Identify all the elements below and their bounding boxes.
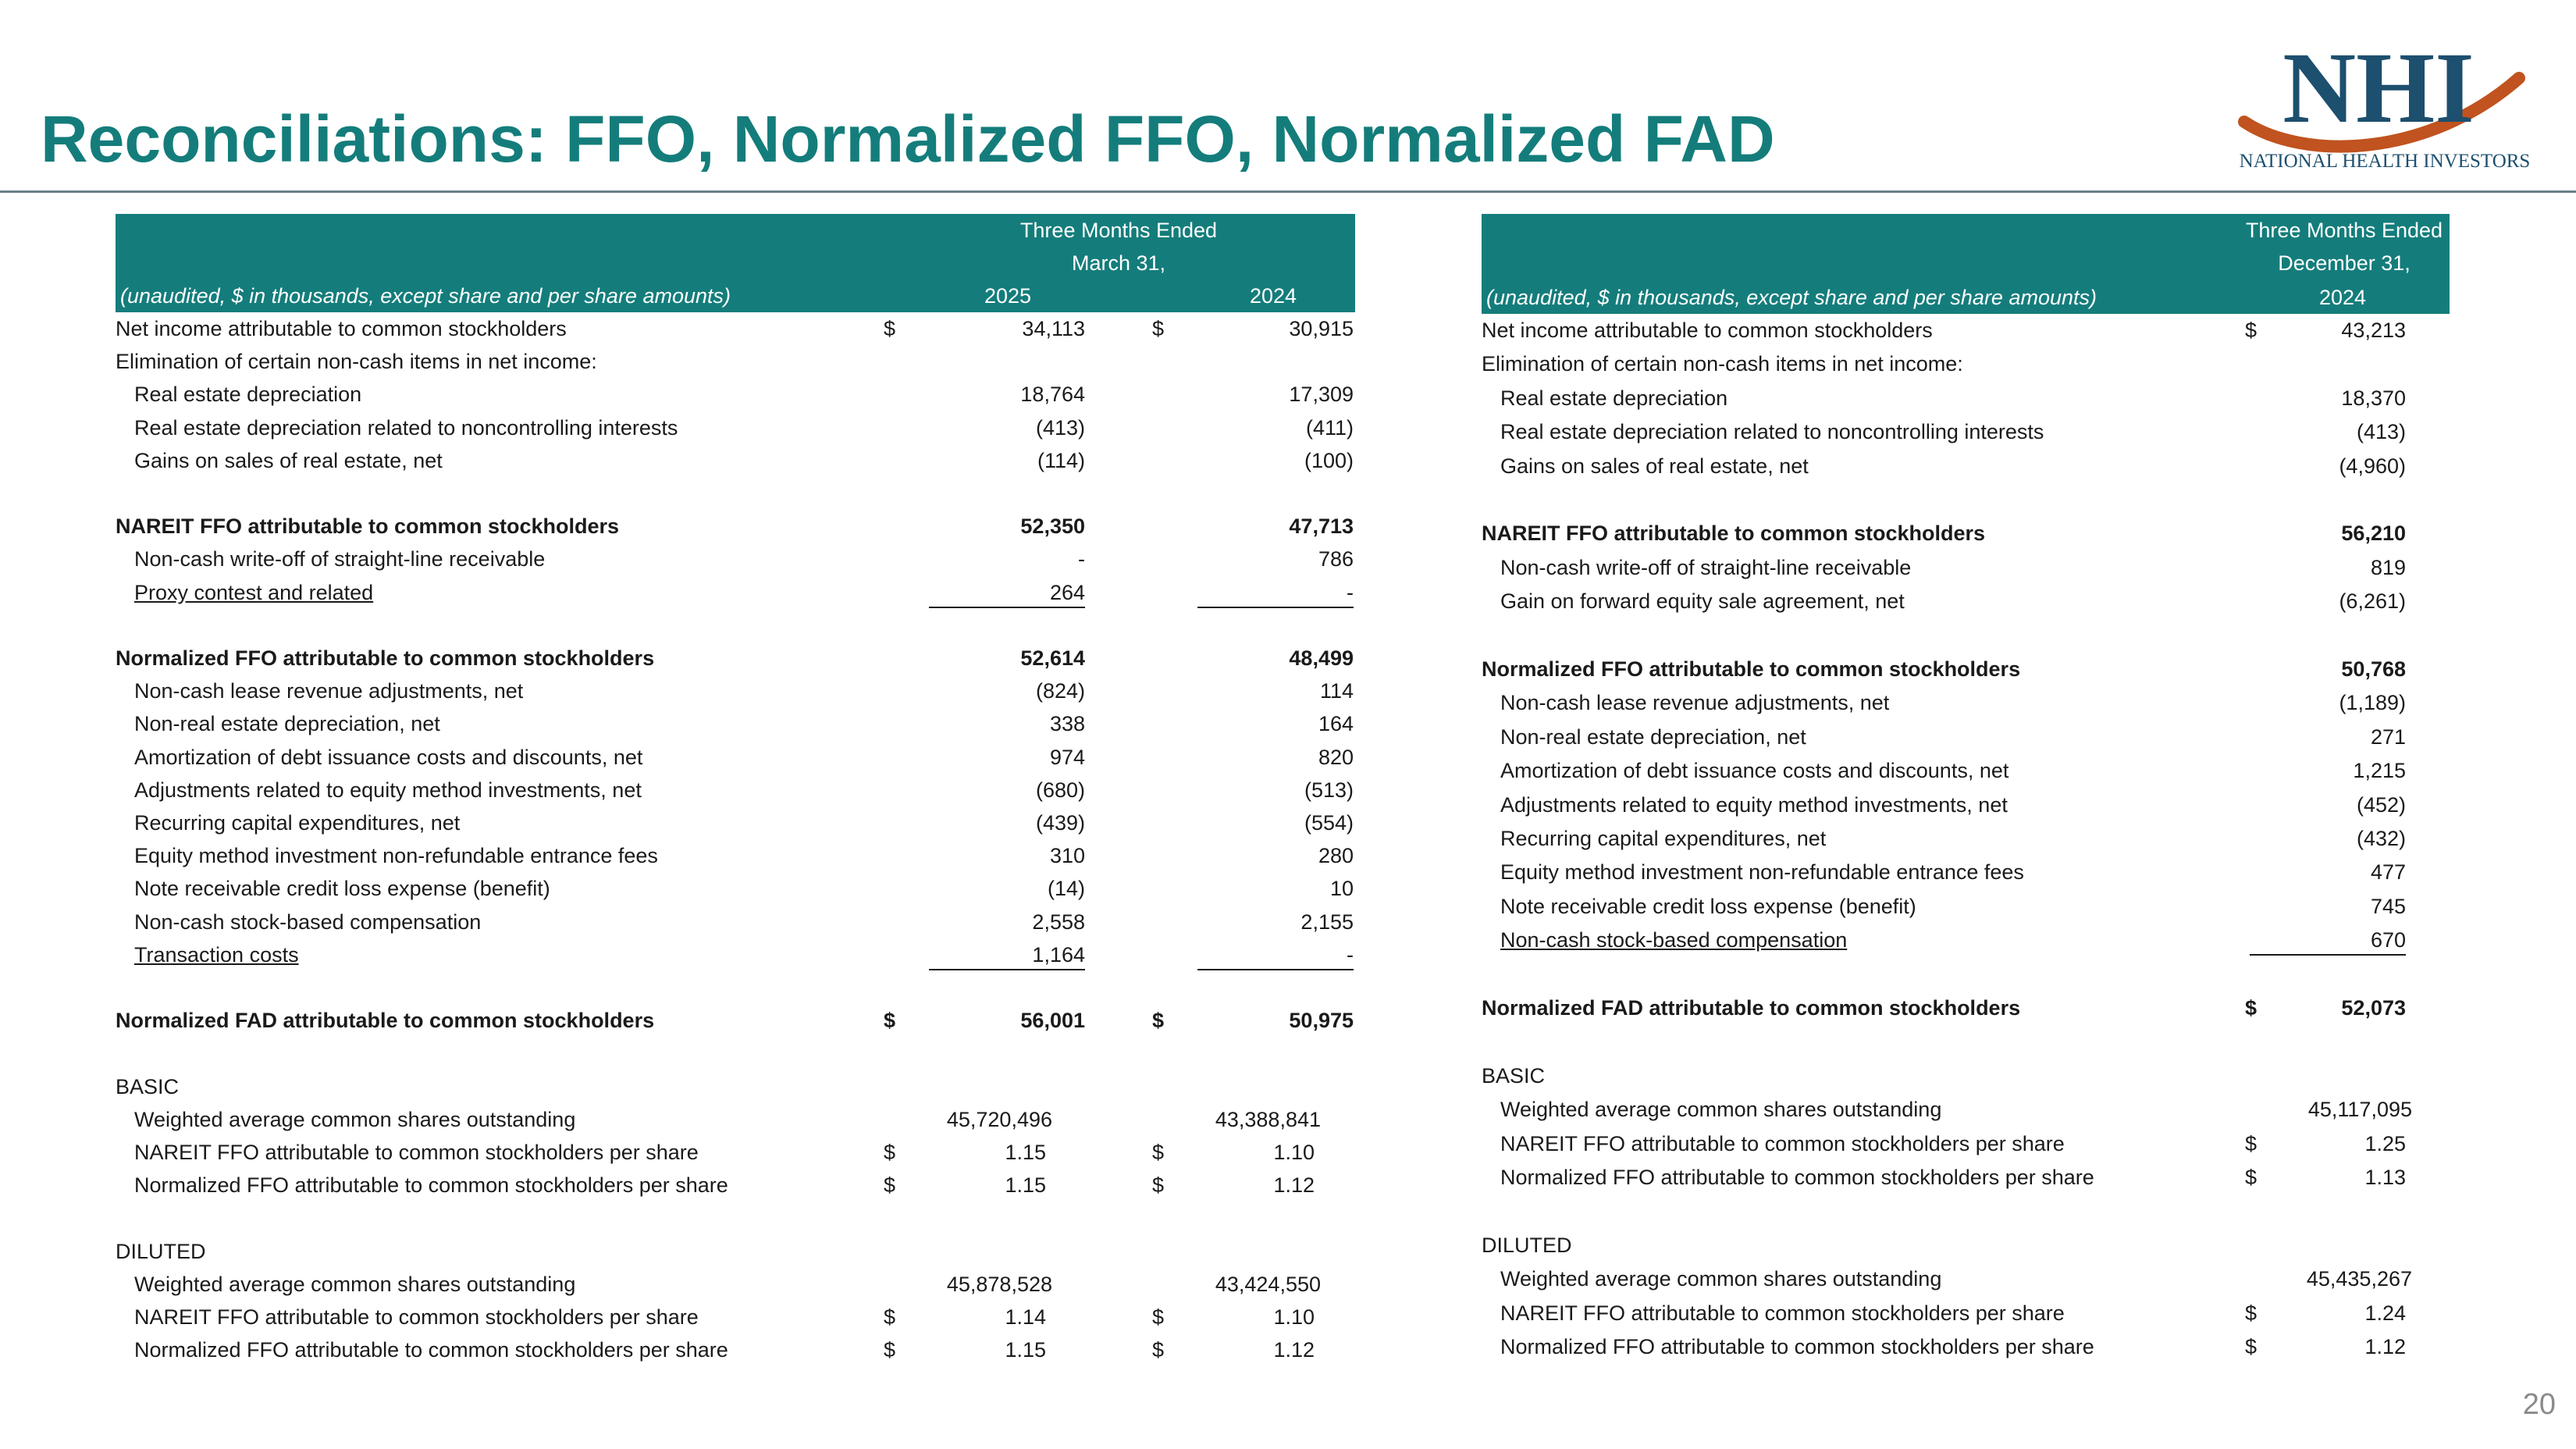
value-cell: 56,210 xyxy=(2341,522,2406,546)
row-label: Net income attributable to common stockholders xyxy=(1482,319,1933,342)
left-unaudited-note: (unaudited, $ in thousands, except share and per share amounts) xyxy=(120,284,731,308)
table-row-note-receivable-credit-loss-expense-benefit xyxy=(1482,890,2450,921)
value-cell: 1.12 xyxy=(1273,1338,1315,1362)
table-row-non-cash-stock-based-compensation xyxy=(1482,924,2450,955)
table-row-gains-on-sales-of-real-estate-net xyxy=(116,444,1355,475)
row-label: Gains on sales of real estate, net xyxy=(1500,454,1809,478)
value-cell: 477 xyxy=(2370,860,2406,885)
table-row-non-cash-lease-revenue-adjustments-net xyxy=(116,675,1355,706)
value-cell: - xyxy=(1197,581,1354,608)
table-row-normalized-ffo-attributable-to-common-stockholders-per-share xyxy=(116,1333,1355,1365)
row-label: Gain on forward equity sale agreement, net xyxy=(1500,589,1905,614)
value-cell: 338 xyxy=(1049,712,1085,736)
value-cell: 1,215 xyxy=(2353,759,2406,783)
row-label: Non-cash lease revenue adjustments, net xyxy=(134,679,524,703)
table-row-basic xyxy=(116,1070,1355,1102)
table-row-recurring-capital-expenditures-net xyxy=(116,806,1355,838)
left-col-2024: 2024 xyxy=(1249,284,1297,308)
value-cell: 17,309 xyxy=(1289,383,1354,407)
table-row-diluted xyxy=(1482,1229,2450,1260)
value-cell: 52,350 xyxy=(1020,514,1085,539)
table-row-amortization-of-debt-issuance-costs-and-discounts-net xyxy=(1482,754,2450,785)
table-row-non-real-estate-depreciation-net xyxy=(116,707,1355,739)
value-cell: (411) xyxy=(1305,415,1354,440)
table-row-elimination-of-certain-non-cash-items-in-net-income xyxy=(1482,347,2450,379)
row-label: Non-cash stock-based compensation xyxy=(1500,928,1848,952)
page-title: Reconciliations: FFO, Normalized FFO, Normalized FAD xyxy=(41,102,1775,176)
table-row-nareit-ffo-attributable-to-common-stockholders-per-share xyxy=(116,1301,1355,1332)
value-cell: (114) xyxy=(1037,448,1085,472)
value-cell: 52,614 xyxy=(1020,646,1085,670)
table-row-non-cash-write-off-of-straight-line-receivable xyxy=(116,543,1355,574)
table-row-adjustments-related-to-equity-method-investments-net xyxy=(116,774,1355,805)
value-cell: 1.12 xyxy=(1273,1173,1315,1198)
row-label: Normalized FFO attributable to common stockholders per share xyxy=(134,1338,728,1362)
table-row-net-income-attributable-to-common-stockholders xyxy=(116,312,1355,344)
table-row-adjustments-related-to-equity-method-investments-net xyxy=(1482,789,2450,820)
value-cell: (554) xyxy=(1304,811,1354,835)
table-row-nareit-ffo-attributable-to-common-stockholders xyxy=(1482,517,2450,548)
table-row-equity-method-investment-non-refundable-entrance-fees xyxy=(1482,856,2450,887)
table-row-weighted-average-common-shares-outstanding xyxy=(1482,1093,2450,1124)
value-cell: 56,001 xyxy=(1020,1009,1085,1033)
row-label: Equity method investment non-refundable entrance fees xyxy=(134,844,658,868)
right-col-2024: 2024 xyxy=(2318,286,2367,309)
row-label: Real estate depreciation related to noncontrolling interests xyxy=(1500,420,2044,444)
value-cell: 745 xyxy=(2370,894,2406,918)
value-cell: 1.12 xyxy=(2364,1335,2406,1358)
row-label: NAREIT FFO attributable to common stockholders per share xyxy=(1500,1301,2065,1325)
value-cell: 1.25 xyxy=(2364,1131,2406,1155)
value-cell: 670 xyxy=(2250,928,2406,956)
table-row-gain-on-forward-equity-sale-agreement-net xyxy=(1482,585,2450,616)
value-cell: (1,189) xyxy=(2339,691,2406,715)
table-row-normalized-fad-attributable-to-common-stockholders xyxy=(116,1004,1355,1035)
row-label: Non-cash stock-based compensation xyxy=(134,910,482,934)
table-row-nareit-ffo-attributable-to-common-stockholders xyxy=(116,510,1355,541)
row-label: Recurring capital expenditures, net xyxy=(134,811,461,835)
row-label: Note receivable credit loss expense (benefit) xyxy=(134,877,550,901)
value-cell: 1.24 xyxy=(2364,1301,2406,1325)
left-period-line1: Three Months Ended xyxy=(1019,219,1218,242)
spacer-row xyxy=(1482,1025,2450,1056)
table-row-diluted xyxy=(116,1235,1355,1266)
dollar-sign: $ xyxy=(884,317,896,340)
row-label: Normalized FFO attributable to common stockholders per share xyxy=(1500,1166,2094,1189)
value-cell: 264 xyxy=(929,581,1085,608)
value-cell: 43,424,550 xyxy=(1215,1272,1321,1296)
row-label: Non-cash write-off of straight-line receivable xyxy=(134,547,546,571)
table-row-normalized-ffo-attributable-to-common-stockholders xyxy=(1482,653,2450,684)
value-cell: 45,720,496 xyxy=(946,1107,1052,1131)
row-label: BASIC xyxy=(1482,1063,1546,1088)
row-label: Non-cash write-off of straight-line receivable xyxy=(1500,555,1912,579)
value-cell: 1.15 xyxy=(1005,1173,1046,1198)
table-row-transaction-costs xyxy=(116,938,1355,970)
dollar-sign: $ xyxy=(1152,317,1165,340)
row-label: Non-cash lease revenue adjustments, net xyxy=(1500,691,1890,715)
row-label: NAREIT FFO attributable to common stockholders xyxy=(116,514,620,539)
table-row-nareit-ffo-attributable-to-common-stockholders-per-share xyxy=(116,1136,1355,1167)
page-number: 20 xyxy=(2522,1388,2556,1421)
value-cell: (6,261) xyxy=(2339,589,2406,614)
value-cell: (452) xyxy=(2356,792,2406,817)
row-label: Normalized FAD attributable to common stockholders xyxy=(1482,996,2021,1020)
value-cell: 50,768 xyxy=(2341,657,2406,681)
value-cell: 18,764 xyxy=(1020,383,1085,407)
table-row-equity-method-investment-non-refundable-entrance-fees xyxy=(116,839,1355,870)
dollar-sign: $ xyxy=(2245,1131,2258,1155)
value-cell: 48,499 xyxy=(1289,646,1354,670)
row-label: Real estate depreciation xyxy=(134,383,362,407)
spacer-row xyxy=(116,1202,1355,1233)
value-cell: 820 xyxy=(1318,745,1354,769)
value-cell: (432) xyxy=(2356,827,2406,850)
table-row-weighted-average-common-shares-outstanding xyxy=(116,1103,1355,1134)
spacer-row xyxy=(116,477,1355,508)
right-unaudited-note: (unaudited, $ in thousands, except share and per share amounts) xyxy=(1486,286,2097,309)
row-label: Equity method investment non-refundable entrance fees xyxy=(1500,860,2024,885)
value-cell: (824) xyxy=(1035,679,1085,703)
table-row-elimination-of-certain-non-cash-items-in-net-income xyxy=(116,345,1355,376)
row-label: Amortization of debt issuance costs and discounts, net xyxy=(1500,759,2009,783)
table-row-note-receivable-credit-loss-expense-benefit xyxy=(116,872,1355,903)
value-cell: 45,878,528 xyxy=(946,1272,1052,1296)
dollar-sign: $ xyxy=(1152,1305,1165,1329)
table-row-gains-on-sales-of-real-estate-net xyxy=(1482,450,2450,481)
row-label: Normalized FFO attributable to common stockholders xyxy=(116,646,655,670)
row-label: Proxy contest and related xyxy=(134,580,374,604)
dollar-sign: $ xyxy=(1152,1009,1165,1033)
row-label: Note receivable credit loss expense (benefit) xyxy=(1500,894,1916,918)
row-label: Adjustments related to equity method investments, net xyxy=(134,778,642,802)
spacer-row xyxy=(116,609,1355,640)
value-cell: 52,073 xyxy=(2341,996,2406,1020)
table-row-non-cash-write-off-of-straight-line-receivable xyxy=(1482,551,2450,582)
row-label: Weighted average common shares outstanding xyxy=(134,1107,576,1131)
row-label: DILUTED xyxy=(1482,1233,1572,1257)
value-cell: 10 xyxy=(1329,877,1354,901)
row-label: Normalized FFO attributable to common stockholders per share xyxy=(134,1173,728,1198)
left-period-line2: March 31, xyxy=(1071,251,1166,275)
row-label: Transaction costs xyxy=(134,942,299,967)
dollar-sign: $ xyxy=(2245,1335,2258,1358)
table-row-normalized-ffo-attributable-to-common-stockholders-per-share xyxy=(1482,1161,2450,1192)
value-cell: (4,960) xyxy=(2339,454,2406,478)
value-cell: - xyxy=(1078,547,1085,571)
table-row-net-income-attributable-to-common-stockholders xyxy=(1482,314,2450,345)
spacer-row xyxy=(1482,1194,2450,1226)
table-row-amortization-of-debt-issuance-costs-and-discounts-net xyxy=(116,741,1355,772)
row-label: Weighted average common shares outstanding xyxy=(1500,1267,1942,1291)
value-cell: 43,213 xyxy=(2341,319,2406,342)
dollar-sign: $ xyxy=(2245,319,2258,342)
value-cell: 2,155 xyxy=(1300,910,1354,934)
value-cell: (439) xyxy=(1035,811,1085,835)
value-cell: 2,558 xyxy=(1032,910,1085,934)
value-cell: 50,975 xyxy=(1289,1009,1354,1033)
spacer-row xyxy=(1482,619,2450,650)
dollar-sign: $ xyxy=(1152,1338,1165,1362)
value-cell: 45,435,267 xyxy=(2306,1267,2412,1291)
value-cell: (413) xyxy=(2356,420,2406,444)
value-cell: 1.10 xyxy=(1273,1141,1315,1164)
row-label: Recurring capital expenditures, net xyxy=(1500,827,1827,850)
spacer-row xyxy=(116,1037,1355,1068)
table-row-normalized-fad-attributable-to-common-stockholders xyxy=(1482,992,2450,1023)
dollar-sign: $ xyxy=(884,1173,896,1198)
value-cell: 30,915 xyxy=(1289,317,1354,340)
value-cell: (413) xyxy=(1035,415,1085,440)
table-row-normalized-ffo-attributable-to-common-stockholders-per-share xyxy=(1482,1330,2450,1362)
value-cell: 280 xyxy=(1318,844,1354,868)
table-row-normalized-ffo-attributable-to-common-stockholders-per-share xyxy=(116,1169,1355,1200)
dollar-sign: $ xyxy=(884,1009,896,1033)
logo-caption: NATIONAL HEALTH INVESTORS xyxy=(2239,151,2531,172)
row-label: BASIC xyxy=(116,1074,180,1098)
value-cell: 1.15 xyxy=(1005,1338,1046,1362)
dollar-sign: $ xyxy=(2245,1166,2258,1189)
table-row-basic xyxy=(1482,1059,2450,1091)
value-cell: 310 xyxy=(1049,844,1085,868)
value-cell: 974 xyxy=(1049,745,1085,769)
table-row-non-cash-lease-revenue-adjustments-net xyxy=(1482,686,2450,717)
value-cell: 786 xyxy=(1318,547,1354,571)
spacer-row xyxy=(1482,958,2450,989)
value-cell: (513) xyxy=(1304,778,1354,802)
row-label: Adjustments related to equity method investments, net xyxy=(1500,792,2008,817)
value-cell: 164 xyxy=(1318,712,1354,736)
row-label: NAREIT FFO attributable to common stockholders per share xyxy=(1500,1131,2065,1155)
dollar-sign: $ xyxy=(884,1305,896,1329)
dollar-sign: $ xyxy=(884,1141,896,1164)
dollar-sign: $ xyxy=(2245,1301,2258,1325)
company-logo xyxy=(2229,30,2541,178)
left-col-2025: 2025 xyxy=(984,284,1032,308)
value-cell: 819 xyxy=(2370,555,2406,579)
row-label: Real estate depreciation related to noncontrolling interests xyxy=(134,415,678,440)
value-cell: 47,713 xyxy=(1289,514,1354,539)
table-row-real-estate-depreciation-related-to-noncontrolling-interests xyxy=(1482,415,2450,447)
row-label: NAREIT FFO attributable to common stockholders xyxy=(1482,522,1986,546)
value-cell: 1,164 xyxy=(929,943,1085,970)
table-row-non-real-estate-depreciation-net xyxy=(1482,721,2450,752)
row-label: Elimination of certain non-cash items in net income: xyxy=(116,350,597,374)
row-label: DILUTED xyxy=(116,1239,206,1263)
right-period-line1: Three Months Ended xyxy=(2245,219,2443,242)
value-cell: 271 xyxy=(2370,724,2406,749)
table-row-recurring-capital-expenditures-net xyxy=(1482,822,2450,853)
value-cell: - xyxy=(1197,943,1354,970)
value-cell: 114 xyxy=(1319,679,1354,703)
value-cell: 34,113 xyxy=(1022,317,1085,340)
row-label: Amortization of debt issuance costs and discounts, net xyxy=(134,745,643,769)
logo-letters: NHI xyxy=(2282,32,2475,144)
table-row-non-cash-stock-based-compensation xyxy=(116,906,1355,937)
value-cell: (14) xyxy=(1047,877,1085,901)
value-cell: 1.13 xyxy=(2364,1166,2406,1189)
table-row-nareit-ffo-attributable-to-common-stockholders-per-share xyxy=(1482,1127,2450,1159)
value-cell: 43,388,841 xyxy=(1215,1107,1321,1131)
value-cell: 1.10 xyxy=(1273,1305,1315,1329)
row-label: Normalized FFO attributable to common stockholders per share xyxy=(1500,1335,2094,1358)
value-cell: (680) xyxy=(1035,778,1085,802)
row-label: Non-real estate depreciation, net xyxy=(1500,724,1806,749)
nhi-logo-icon xyxy=(2229,30,2541,178)
value-cell: 1.14 xyxy=(1005,1305,1046,1329)
row-label: Net income attributable to common stockholders xyxy=(116,317,567,340)
table-row-real-estate-depreciation xyxy=(116,378,1355,409)
row-label: Elimination of certain non-cash items in net income: xyxy=(1482,352,1963,376)
table-row-weighted-average-common-shares-outstanding xyxy=(1482,1262,2450,1294)
value-cell: 1.15 xyxy=(1005,1141,1046,1164)
table-row-normalized-ffo-attributable-to-common-stockholders xyxy=(116,642,1355,673)
value-cell: (100) xyxy=(1304,448,1354,472)
spacer-row xyxy=(116,971,1355,1002)
row-label: NAREIT FFO attributable to common stockholders per share xyxy=(134,1305,699,1329)
spacer-row xyxy=(1482,483,2450,514)
row-label: NAREIT FFO attributable to common stockholders per share xyxy=(134,1141,699,1164)
table-row-real-estate-depreciation-related-to-noncontrolling-interests xyxy=(116,411,1355,443)
row-label: Gains on sales of real estate, net xyxy=(134,448,443,472)
row-label: Normalized FFO attributable to common stockholders xyxy=(1482,657,2021,681)
dollar-sign: $ xyxy=(2245,996,2258,1020)
table-row-proxy-contest-and-related xyxy=(116,576,1355,607)
value-cell: 18,370 xyxy=(2341,386,2406,410)
row-label: Non-real estate depreciation, net xyxy=(134,712,440,736)
dollar-sign: $ xyxy=(1152,1141,1165,1164)
dollar-sign: $ xyxy=(1152,1173,1165,1198)
left-table-header xyxy=(116,214,1355,312)
right-table-header xyxy=(1482,214,2450,314)
dollar-sign: $ xyxy=(884,1338,896,1362)
table-row-weighted-average-common-shares-outstanding xyxy=(116,1268,1355,1299)
row-label: Weighted average common shares outstanding xyxy=(134,1272,576,1296)
table-row-nareit-ffo-attributable-to-common-stockholders-per-share xyxy=(1482,1297,2450,1328)
value-cell: 45,117,095 xyxy=(2307,1098,2412,1122)
right-period-line2: December 31, xyxy=(2278,251,2411,275)
table-row-real-estate-depreciation xyxy=(1482,382,2450,413)
title-divider xyxy=(0,190,2576,193)
row-label: Normalized FAD attributable to common stockholders xyxy=(116,1009,655,1033)
row-label: Real estate depreciation xyxy=(1500,386,1728,410)
row-label: Weighted average common shares outstanding xyxy=(1500,1098,1942,1122)
